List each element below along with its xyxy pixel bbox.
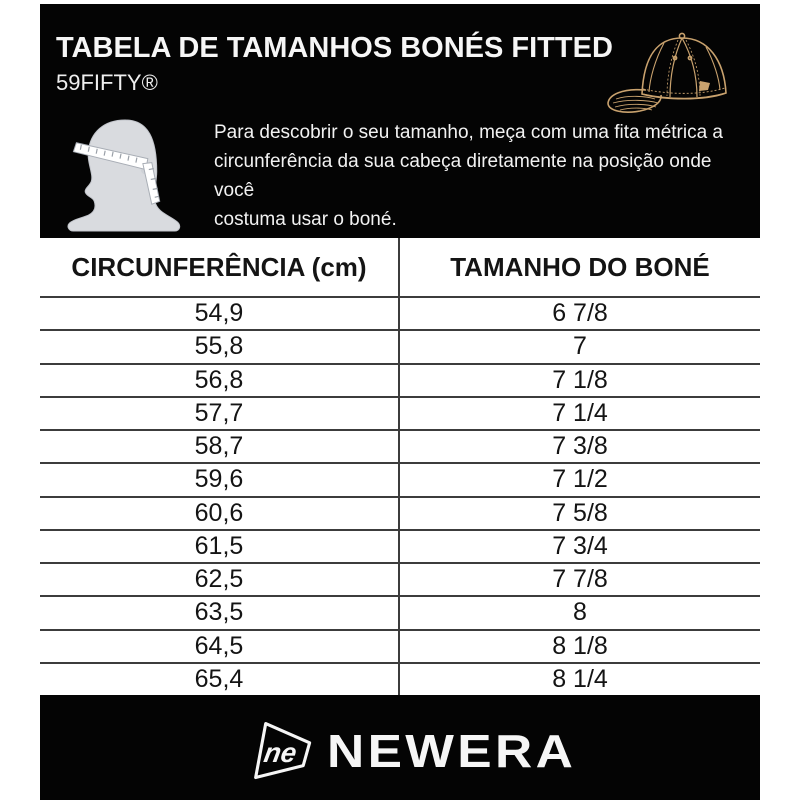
newera-wordmark: NEWERA — [326, 724, 576, 777]
instruction-text — [214, 118, 754, 238]
table-row — [40, 396, 760, 429]
circumference-value: 55,8 — [40, 331, 400, 362]
newera-logo — [251, 719, 576, 783]
circumference-value: 57,7 — [40, 398, 400, 429]
circumference-value: 64,5 — [40, 631, 400, 662]
circumference-value: 63,5 — [40, 597, 400, 628]
svg-text:ne: ne — [261, 736, 299, 768]
circumference-value: 60,6 — [40, 498, 400, 529]
cap-size-value: 8 — [573, 598, 587, 627]
cap-size-value: 7 7/8 — [552, 565, 608, 594]
table-header-row — [40, 238, 760, 296]
cap-size-value: 6 7/8 — [552, 299, 608, 328]
size-table — [40, 238, 760, 695]
new-era-flag-icon — [251, 719, 317, 783]
table-row — [40, 496, 760, 529]
cap-size-value: 7 3/8 — [552, 432, 608, 461]
circumference-value: 58,7 — [40, 431, 400, 462]
cap-size-value: 7 5/8 — [552, 498, 608, 527]
circumference-value: 54,9 — [40, 298, 400, 329]
instruction-line-1: Para descobrir o seu tamanho, meça com uma fita métrica a — [214, 122, 724, 143]
table-row — [40, 562, 760, 595]
page-title: TABELA DE TAMANHOS BONÉS FITTED — [56, 32, 613, 64]
header-panel — [40, 4, 760, 238]
table-row — [40, 363, 760, 396]
cap-size-value: 7 — [573, 332, 587, 361]
instruction-line-3: costuma usar o boné. — [214, 209, 397, 230]
instruction-section — [54, 112, 754, 238]
cap-size-value: 7 1/4 — [552, 398, 608, 427]
head-measuring-tape-icon — [54, 114, 194, 238]
column-header-cap-size: TAMANHO DO BONÉ — [450, 251, 710, 282]
column-header-circumference: CIRCUNFERÊNCIA (cm) — [40, 238, 400, 296]
fitted-cap-icon — [604, 26, 754, 126]
cap-size-value: 8 1/8 — [552, 631, 608, 660]
cap-size-value: 8 1/4 — [552, 664, 608, 693]
cap-size-value: 7 1/8 — [552, 365, 608, 394]
subtitle-59fifty: 59FIFTY® — [56, 70, 158, 95]
circumference-value: 61,5 — [40, 531, 400, 562]
table-row — [40, 662, 760, 695]
circumference-value: 62,5 — [40, 564, 400, 595]
circumference-value: 65,4 — [40, 664, 400, 695]
table-row — [40, 329, 760, 362]
circumference-value: 56,8 — [40, 365, 400, 396]
instruction-line-2: circunferência da sua cabeça diretamente na posição onde você — [214, 151, 712, 201]
table-row — [40, 529, 760, 562]
table-row — [40, 595, 760, 628]
table-row — [40, 429, 760, 462]
footer-panel — [40, 695, 760, 800]
table-row — [40, 462, 760, 495]
cap-size-value: 7 3/4 — [552, 531, 608, 560]
table-row — [40, 296, 760, 329]
table-row — [40, 629, 760, 662]
circumference-value: 59,6 — [40, 464, 400, 495]
cap-size-value: 7 1/2 — [552, 465, 608, 494]
